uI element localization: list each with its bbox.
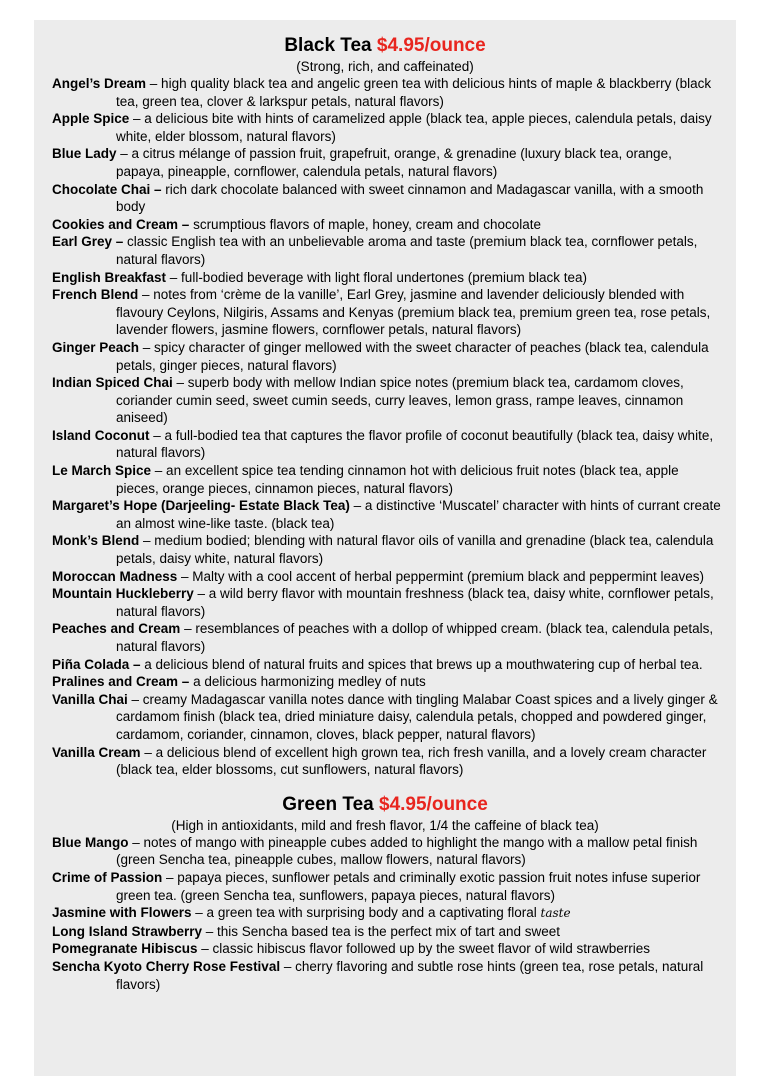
tea-name: Chocolate Chai –: [52, 181, 162, 197]
tea-name: Blue Mango: [52, 834, 129, 850]
tea-description-tail: taste: [540, 906, 571, 921]
tea-name: French Blend: [52, 287, 139, 303]
tea-name: Pomegranate Hibiscus: [52, 941, 198, 957]
tea-description: – notes of mango with pineapple cubes added to highlight the mango with a mallow petal finish (green Sencha tea, pineapple cubes, mallow flowers, natural flavors): [116, 834, 698, 868]
tea-name: Apple Spice: [52, 111, 130, 127]
tea-item: [52, 233, 722, 268]
black-tea-heading: [34, 34, 736, 58]
tea-item: [52, 691, 722, 744]
tea-item: [52, 75, 722, 110]
tea-name: Angel’s Dream: [52, 76, 147, 91]
tea-description: a delicious blend of natural fruits and spices that brews up a mouthwatering cup of herbal tea.: [140, 656, 703, 672]
tea-description: – resemblances of peaches with a dollop of whipped cream. (black tea, calendula petals, natural flavors): [116, 621, 714, 654]
tea-description: – high quality black tea and angelic green tea with delicious hints of maple & blackberry (black tea, green tea, clover & larkspur petals, natural flavors): [116, 76, 712, 109]
tea-description: – a citrus mélange of passion fruit, grapefruit, orange, & grenadine (luxury black tea, orange, papaya, pineapple, cornflower, calendula petals, natural flavors): [116, 146, 672, 179]
black-tea-list: [34, 75, 736, 779]
tea-name: Pralines and Cream –: [52, 674, 190, 690]
black-tea-title: Black Tea: [284, 35, 372, 56]
tea-name: Vanilla Chai: [52, 691, 128, 707]
tea-name: Crime of Passion: [52, 869, 163, 885]
tea-description: – notes from ‘crème de la vanille’, Earl Grey, jasmine and lavender deliciously blended with flavoury Ceylons, Nilgiris, Assams and Kenyas (premium black tea, premium green tea, rose petals, lavender flowers, jasmine flowers, cornflower petals, natural flavors): [116, 287, 711, 338]
tea-description: – a wild berry flavor with mountain freshness (black tea, daisy white, cornflower petals, natural flavors): [116, 586, 714, 619]
tea-description: a delicious harmonizing medley of nuts: [189, 674, 426, 690]
tea-item: [52, 958, 722, 993]
tea-description: – a delicious blend of excellent high grown tea, rich fresh vanilla, and a lovely cream character (black tea, elder blossoms, cut sunflowers, natural flavors): [116, 744, 707, 778]
tea-item: [52, 869, 722, 904]
tea-name: Mountain Huckleberry: [52, 586, 194, 602]
tea-item: [52, 145, 722, 180]
black-tea-price: $4.95/ounce: [376, 35, 486, 56]
tea-name: Margaret’s Hope (Darjeeling- Estate Black Tea): [52, 498, 350, 514]
tea-item: [52, 568, 722, 586]
tea-description: – Malty with a cool accent of herbal peppermint (premium black and peppermint leaves): [177, 568, 705, 584]
green-tea-title: Green Tea: [282, 793, 374, 815]
menu-page: [34, 20, 736, 1076]
tea-description: – classic hibiscus flavor followed up by the sweet flavor of wild strawberries: [197, 941, 650, 957]
tea-item: [52, 216, 722, 234]
tea-item: [52, 585, 722, 620]
tea-name: Cookies and Cream –: [52, 216, 190, 232]
tea-name: Jasmine with Flowers: [52, 905, 192, 921]
tea-name: English Breakfast: [52, 269, 167, 285]
tea-item: [52, 940, 722, 958]
tea-description: – superb body with mellow Indian spice notes (premium black tea, cardamom cloves, coriander cumin seed, sweet cumin seeds, curry leaves, lemon grass, rampe leaves, cinnamon aniseed): [116, 375, 684, 426]
tea-description: scrumptious flavors of maple, honey, cream and chocolate: [189, 216, 541, 232]
tea-item: [52, 462, 722, 497]
tea-item: [52, 374, 722, 427]
tea-name: Island Coconut: [52, 427, 150, 443]
tea-item: [52, 286, 722, 339]
tea-description: – a green tea with surprising body and a captivating floral: [191, 905, 541, 921]
tea-name: Sencha Kyoto Cherry Rose Festival: [52, 958, 281, 974]
green-tea-list: [34, 834, 736, 993]
tea-description: – an excellent spice tea tending cinnamon hot with delicious fruit notes (black tea, apple pieces, orange pieces, cinnamon pieces, natural flavors): [116, 463, 679, 496]
tea-item: [52, 620, 722, 655]
tea-name: Long Island Strawberry: [52, 923, 203, 939]
tea-description: – papaya pieces, sunflower petals and criminally exotic passion fruit notes infuse superior green tea. (green Sencha tea, sunflowers, papaya pieces, natural flavors): [116, 869, 701, 903]
tea-name: Le March Spice: [52, 463, 152, 479]
tea-item: [52, 834, 722, 869]
tea-description: – a delicious bite with hints of caramelized apple (black tea, apple pieces, calendula petals, daisy white, elder blossom, natural flavors): [116, 111, 712, 144]
tea-item: [52, 110, 722, 145]
tea-item: [52, 269, 722, 287]
tea-description: – creamy Madagascar vanilla notes dance with tingling Malabar Coast spices and a lively ginger & cardamom finish (black tea, dried miniature daisy, calendula petals, chopped and powdered ginger, cardamom, coriander, cinnamon, cloves, black pepper, natural flavors): [116, 691, 718, 742]
tea-description: rich dark chocolate balanced with sweet cinnamon and Madagascar vanilla, with a smooth body: [116, 181, 704, 215]
tea-item: [52, 339, 722, 374]
tea-item: [52, 532, 722, 567]
tea-item: [52, 923, 722, 941]
black-tea-subtitle: (Strong, rich, and caffeinated): [296, 59, 474, 74]
tea-item: [52, 744, 722, 779]
tea-description: – this Sencha based tea is the perfect mix of tart and sweet: [202, 923, 560, 939]
tea-description: – cherry flavoring and subtle rose hints (green tea, rose petals, natural flavors): [116, 958, 704, 992]
tea-name: Earl Grey –: [52, 234, 124, 250]
tea-description: – spicy character of ginger mellowed with the sweet character of peaches (black tea, calendula petals, ginger pieces, natural flavors): [116, 339, 709, 373]
green-tea-price: $4.95/ounce: [379, 793, 488, 815]
tea-name: Moroccan Madness: [52, 568, 178, 584]
green-tea-heading: [34, 793, 736, 817]
tea-name: Indian Spiced Chai: [52, 375, 173, 391]
tea-name: Piña Colada –: [52, 656, 141, 672]
tea-name: Ginger Peach: [52, 339, 140, 355]
tea-item: [52, 427, 722, 462]
green-tea-subtitle: (High in antioxidants, mild and fresh flavor, 1/4 the caffeine of black tea): [171, 817, 599, 833]
tea-description: – medium bodied; blending with natural flavor oils of vanilla and grenadine (black tea, calendula petals, daisy white, natural flavors): [116, 533, 714, 567]
tea-item: [52, 181, 722, 216]
tea-item: [52, 497, 722, 532]
tea-name: Blue Lady: [52, 146, 117, 162]
tea-description: – full-bodied beverage with light floral undertones (premium black tea): [166, 269, 588, 285]
tea-item: [52, 904, 722, 923]
tea-name: Monk’s Blend: [52, 533, 140, 549]
tea-name: Peaches and Cream: [52, 621, 181, 637]
tea-item: [52, 673, 722, 691]
tea-description: – a distinctive ‘Muscatel’ character with hints of currant create an almost wine-like taste. (black tea): [116, 498, 721, 531]
tea-description: – a full-bodied tea that captures the flavor profile of coconut beautifully (black tea, daisy white, natural flavors): [116, 427, 714, 461]
tea-description: classic English tea with an unbelievable aroma and taste (premium black tea, cornflower petals, natural flavors): [116, 234, 698, 267]
tea-item: [52, 656, 722, 674]
tea-name: Vanilla Cream: [52, 744, 141, 760]
